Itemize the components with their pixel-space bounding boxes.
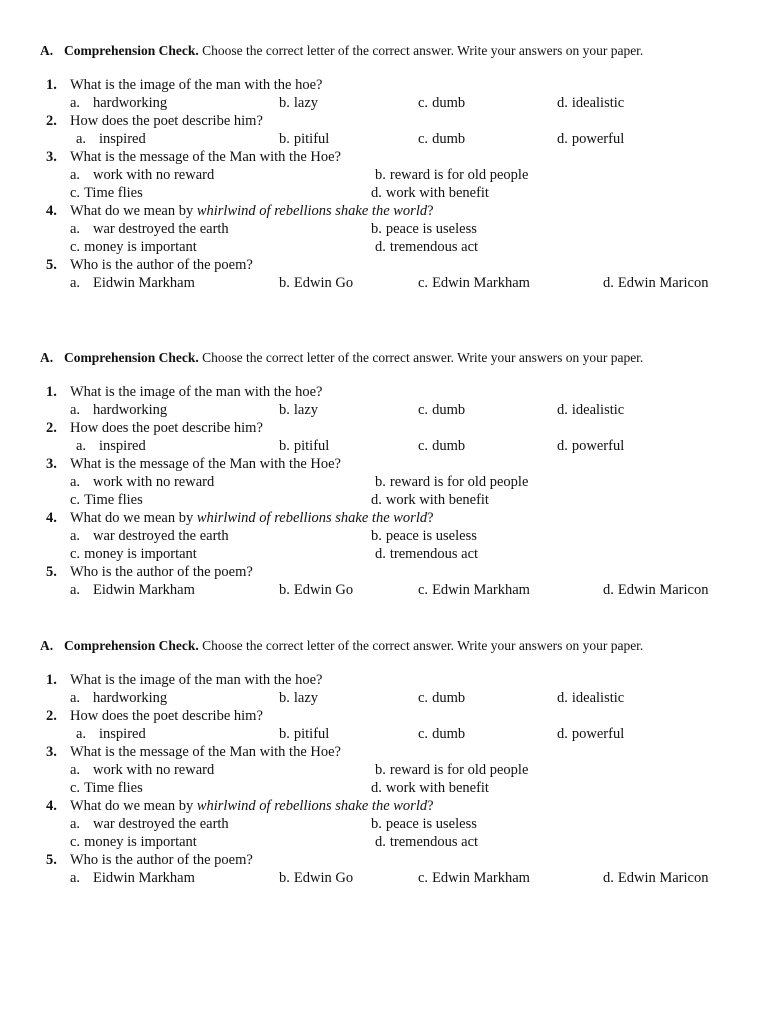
option-3a: a. work with no reward (70, 762, 215, 778)
option-2d: d. powerful (557, 438, 625, 454)
question-4 (46, 203, 434, 220)
section-header (40, 43, 643, 59)
question-text: How does the poet describe him? (70, 708, 263, 724)
question-text-before: What do we mean by (70, 203, 197, 219)
option-2a: a. inspired (76, 726, 146, 742)
option-1b: b. lazy (279, 402, 319, 418)
option-3b: b. reward is for old people (375, 167, 529, 183)
option-1c: c. dumb (418, 95, 466, 111)
option-1b: b. lazy (279, 690, 319, 706)
question-4 (46, 798, 434, 815)
option-5a: a. Eidwin Markham (70, 275, 195, 291)
section-header (40, 350, 643, 366)
question-number: 3. (46, 149, 57, 165)
option-2a: a. inspired (76, 131, 146, 147)
worksheet-copy-1 (0, 43, 768, 323)
option-4a: a. war destroyed the earth (70, 221, 229, 237)
question-1 (46, 77, 322, 94)
question-1 (46, 672, 322, 689)
question-text-after: ? (427, 798, 434, 814)
question-text-after: ? (427, 510, 434, 526)
option-4b: b. peace is useless (371, 528, 477, 544)
question-5 (46, 852, 253, 869)
option-5b: b. Edwin Go (279, 582, 354, 598)
option-1a: a. hardworking (70, 95, 168, 111)
option-5d: d. Edwin Maricon (603, 582, 709, 598)
question-text: Who is the author of the poem? (70, 852, 253, 868)
option-5a: a. Eidwin Markham (70, 870, 195, 886)
option-2b: b. pitiful (279, 726, 330, 742)
question-1 (46, 384, 322, 401)
question-text: What is the message of the Man with the Hoe? (70, 456, 341, 472)
question-number: 5. (46, 852, 57, 868)
option-2c: c. dumb (418, 438, 466, 454)
option-1a: a. hardworking (70, 690, 168, 706)
option-1c: c. dumb (418, 402, 466, 418)
question-4 (46, 510, 434, 527)
question-text-italic: whirlwind of rebellions shake the world (196, 798, 428, 814)
question-number: 4. (46, 798, 57, 814)
option-2d: d. powerful (557, 131, 625, 147)
option-5d: d. Edwin Maricon (603, 275, 709, 291)
question-5 (46, 564, 253, 581)
question-number: 2. (46, 708, 57, 724)
question-text: Who is the author of the poem? (70, 564, 253, 580)
option-2c: c. dumb (418, 726, 466, 742)
question-text: What is the image of the man with the hoe? (70, 672, 323, 688)
option-1c: c. dumb (418, 690, 466, 706)
option-1d: d. idealistic (557, 690, 625, 706)
question-text-after: ? (427, 203, 434, 219)
question-number: 2. (46, 113, 57, 129)
option-2d: d. powerful (557, 726, 625, 742)
option-3b: b. reward is for old people (375, 762, 529, 778)
question-2 (46, 113, 263, 130)
section-instruction: Choose the correct letter of the correct answer. Write your answers on your paper. (202, 350, 644, 365)
option-3d: d. work with benefit (371, 492, 489, 508)
question-text: Who is the author of the poem? (70, 257, 253, 273)
question-2 (46, 420, 263, 437)
question-text: How does the poet describe him? (70, 113, 263, 129)
question-5 (46, 257, 253, 274)
section-letter: A. (40, 350, 54, 365)
question-number: 3. (46, 744, 57, 760)
question-number: 5. (46, 564, 57, 580)
option-4d: d. tremendous act (375, 546, 479, 562)
question-3 (46, 744, 341, 761)
question-text: What is the message of the Man with the Hoe? (70, 744, 341, 760)
option-5c: c. Edwin Markham (418, 870, 530, 886)
question-number: 3. (46, 456, 57, 472)
question-text: What is the image of the man with the hoe? (70, 77, 323, 93)
option-1d: d. idealistic (557, 95, 625, 111)
option-4d: d. tremendous act (375, 239, 479, 255)
option-5b: b. Edwin Go (279, 275, 354, 291)
section-instruction: Choose the correct letter of the correct answer. Write your answers on your paper. (202, 638, 644, 653)
question-number: 1. (46, 384, 57, 400)
option-3a: a. work with no reward (70, 167, 215, 183)
question-3 (46, 149, 341, 166)
option-2a: a. inspired (76, 438, 146, 454)
question-number: 5. (46, 257, 57, 273)
option-4b: b. peace is useless (371, 816, 477, 832)
option-4c: c. money is important (70, 834, 197, 850)
option-4c: c. money is important (70, 546, 197, 562)
option-1a: a. hardworking (70, 402, 168, 418)
option-5a: a. Eidwin Markham (70, 582, 195, 598)
question-text: How does the poet describe him? (70, 420, 263, 436)
worksheet-copy-3 (0, 638, 768, 918)
question-text-italic: whirlwind of rebellions shake the world (196, 203, 428, 219)
question-2 (46, 708, 263, 725)
section-title: Comprehension Check. (64, 43, 199, 58)
worksheet-copy-2 (0, 350, 768, 630)
option-2c: c. dumb (418, 131, 466, 147)
option-5c: c. Edwin Markham (418, 582, 530, 598)
option-1b: b. lazy (279, 95, 319, 111)
question-number: 2. (46, 420, 57, 436)
option-5b: b. Edwin Go (279, 870, 354, 886)
option-3b: b. reward is for old people (375, 474, 529, 490)
option-3d: d. work with benefit (371, 780, 489, 796)
option-4a: a. war destroyed the earth (70, 528, 229, 544)
question-number: 1. (46, 77, 57, 93)
option-5d: d. Edwin Maricon (603, 870, 709, 886)
option-3c: c. Time flies (70, 492, 143, 508)
section-letter: A. (40, 638, 54, 653)
option-4a: a. war destroyed the earth (70, 816, 229, 832)
question-number: 1. (46, 672, 57, 688)
question-text: What is the message of the Man with the Hoe? (70, 149, 341, 165)
option-1d: d. idealistic (557, 402, 625, 418)
section-title: Comprehension Check. (64, 350, 199, 365)
option-3c: c. Time flies (70, 185, 143, 201)
option-4d: d. tremendous act (375, 834, 479, 850)
option-4b: b. peace is useless (371, 221, 477, 237)
option-5c: c. Edwin Markham (418, 275, 530, 291)
option-4c: c. money is important (70, 239, 197, 255)
option-3a: a. work with no reward (70, 474, 215, 490)
option-2b: b. pitiful (279, 131, 330, 147)
question-text-italic: whirlwind of rebellions shake the world (196, 510, 428, 526)
question-text-before: What do we mean by (70, 510, 197, 526)
option-3d: d. work with benefit (371, 185, 489, 201)
option-2b: b. pitiful (279, 438, 330, 454)
question-number: 4. (46, 203, 57, 219)
section-title: Comprehension Check. (64, 638, 199, 653)
question-3 (46, 456, 341, 473)
section-header (40, 638, 643, 654)
section-instruction: Choose the correct letter of the correct answer. Write your answers on your paper. (202, 43, 644, 58)
question-text: What is the image of the man with the hoe? (70, 384, 323, 400)
question-text-before: What do we mean by (70, 798, 197, 814)
section-letter: A. (40, 43, 54, 58)
question-number: 4. (46, 510, 57, 526)
option-3c: c. Time flies (70, 780, 143, 796)
